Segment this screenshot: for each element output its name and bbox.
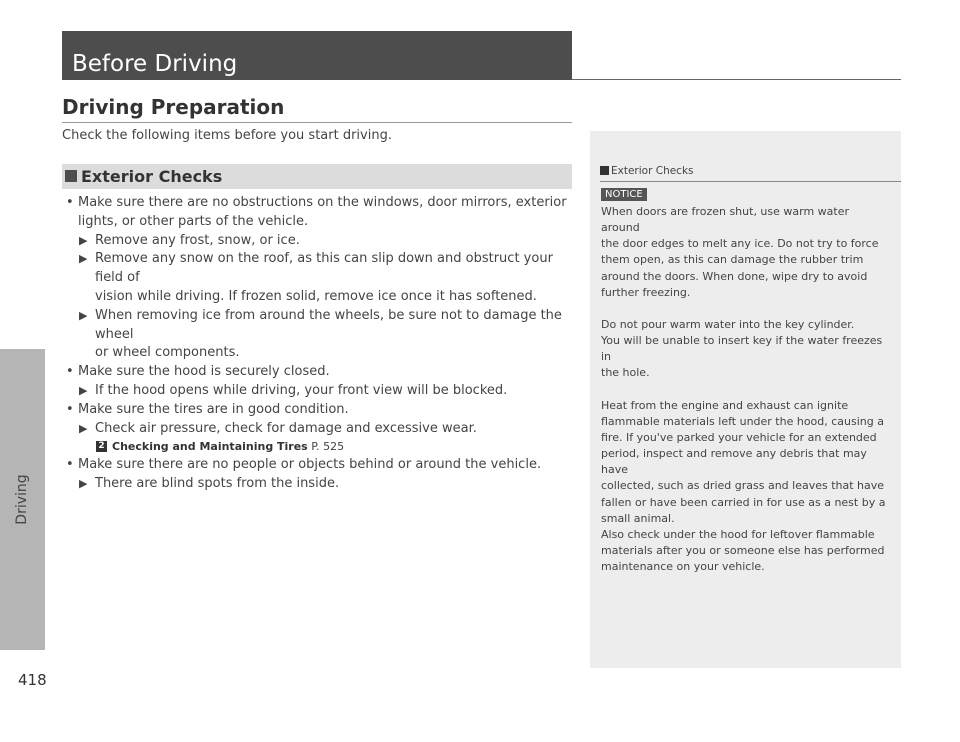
text-line: the hole. <box>601 366 650 380</box>
exterior-checks-list <box>66 194 574 494</box>
section-rule <box>62 122 572 123</box>
text-line: the door edges to melt any ice. Do not try to force <box>601 237 879 251</box>
checklist-subitem <box>66 420 574 439</box>
text-line: fallen or have been carried in for use as a nest by a <box>601 495 886 509</box>
checklist-subitem <box>66 475 574 494</box>
chapter-title: Before Driving <box>72 51 238 77</box>
arrow-right-icon: ▶ <box>79 477 88 491</box>
sidebar-paragraph <box>601 204 891 301</box>
section-title: Driving Preparation <box>62 95 285 119</box>
sidebar-body <box>601 204 891 575</box>
cross-reference-page: P. 525 <box>307 440 345 454</box>
text-line: Remove any frost, snow, or ice. <box>95 232 300 248</box>
checklist-subitem <box>66 232 574 251</box>
arrow-right-icon: ▶ <box>79 383 88 397</box>
checklist-subitem <box>66 307 574 363</box>
reference-icon: 2 <box>96 441 107 452</box>
text-line: If the hood opens while driving, your front view will be blocked. <box>95 382 508 398</box>
checklist-item <box>66 401 574 420</box>
cross-reference <box>66 438 574 456</box>
sidebar-heading-text: Exterior Checks <box>611 165 694 177</box>
reference-icon <box>600 166 609 175</box>
text-line: Heat from the engine and exhaust can ignite <box>601 398 849 412</box>
checklist-item <box>66 456 574 475</box>
subsection-title: Exterior Checks <box>81 167 223 186</box>
text-line: Remove any snow on the roof, as this can slip down and obstruct your field of <box>95 251 553 286</box>
checklist-item <box>66 194 574 232</box>
text-line: Make sure the tires are in good condition. <box>78 401 349 417</box>
sidebar-paragraph <box>601 317 891 382</box>
text-line: materials after you or someone else has performed <box>601 543 885 557</box>
sidebar-rule <box>600 181 901 182</box>
checklist-subitem <box>66 382 574 401</box>
text-line: Do not pour warm water into the key cylinder. <box>601 317 855 331</box>
paragraph-gap <box>601 301 891 317</box>
banner-rule <box>572 79 901 80</box>
text-line: Check air pressure, check for damage and excessive wear. <box>95 420 477 436</box>
chapter-banner <box>62 31 572 80</box>
checklist-subitem <box>66 250 574 306</box>
text-line: fire. If you've parked your vehicle for an extended <box>601 430 877 444</box>
sidebar-heading <box>600 165 694 177</box>
cross-reference-title: Checking and Maintaining Tires <box>112 440 308 454</box>
notice-badge: NOTICE <box>601 188 647 201</box>
text-line: When doors are frozen shut, use warm water around <box>601 205 850 235</box>
bullet-icon: • <box>66 457 74 473</box>
section-intro: Check the following items before you start driving. <box>62 128 392 143</box>
sidebar-paragraph <box>601 398 891 576</box>
page-number: 418 <box>18 671 47 689</box>
text-line: them open, as this can damage the rubber trim <box>601 253 864 267</box>
text-line: maintenance on your vehicle. <box>601 560 765 574</box>
bullet-icon: • <box>66 195 74 210</box>
text-line: Make sure the hood is securely closed. <box>78 364 330 380</box>
text-line: further freezing. <box>601 285 691 299</box>
bullet-icon: • <box>66 401 74 417</box>
square-bullet-icon <box>65 170 77 182</box>
subsection-bar <box>62 164 572 189</box>
chapter-side-tab <box>0 349 45 650</box>
text-line: Make sure there are no people or objects behind or around the vehicle. <box>78 457 542 473</box>
text-line: or wheel components. <box>95 345 240 361</box>
checklist-item <box>66 363 574 382</box>
text-line: You will be unable to insert key if the water freezes in <box>601 334 883 364</box>
chapter-side-tab-label: Driving <box>14 474 30 525</box>
text-line: around the doors. When done, wipe dry to avoid <box>601 269 868 283</box>
text-line: lights, or other parts of the vehicle. <box>78 213 309 229</box>
paragraph-gap <box>601 382 891 398</box>
text-line: When removing ice from around the wheels, be sure not to damage the wheel <box>95 307 562 342</box>
arrow-right-icon: ▶ <box>79 421 88 435</box>
text-line: small animal. <box>601 511 675 525</box>
text-line: Also check under the hood for leftover flammable <box>601 527 875 541</box>
sidebar-notes <box>590 131 901 668</box>
text-line: collected, such as dried grass and leaves that have <box>601 479 885 493</box>
text-line: Make sure there are no obstructions on the windows, door mirrors, exterior <box>78 195 567 210</box>
bullet-icon: • <box>66 364 74 380</box>
arrow-right-icon: ▶ <box>79 308 88 322</box>
text-line: There are blind spots from the inside. <box>95 476 340 492</box>
arrow-right-icon: ▶ <box>79 252 88 266</box>
text-line: flammable materials left under the hood, causing a <box>601 414 885 428</box>
text-line: vision while driving. If frozen solid, remove ice once it has softened. <box>95 288 537 304</box>
arrow-right-icon: ▶ <box>79 233 88 247</box>
text-line: period, inspect and remove any debris that may have <box>601 447 867 477</box>
